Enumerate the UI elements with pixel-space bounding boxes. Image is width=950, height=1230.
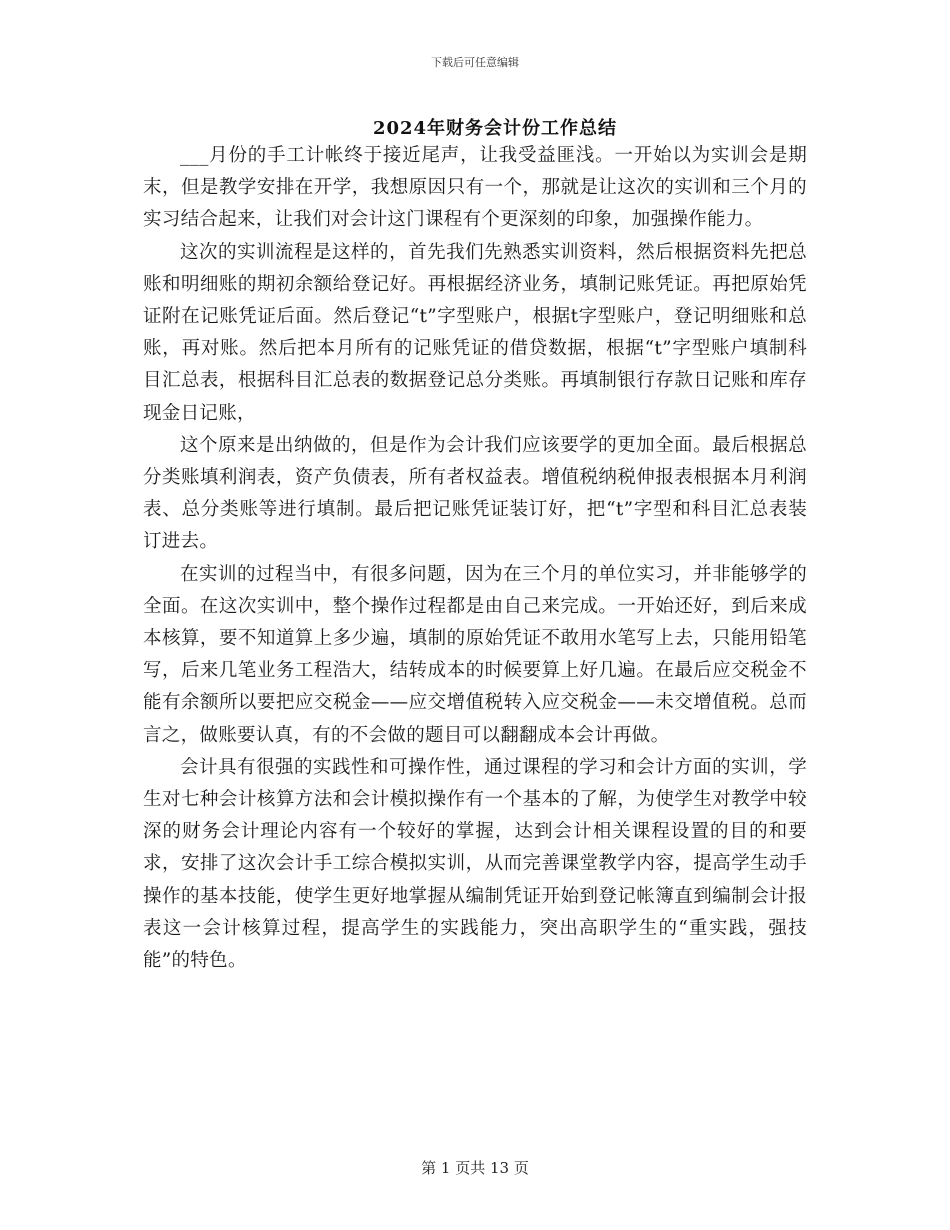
paragraph-2: 这次的实训流程是这样的，首先我们先熟悉实训资料，然后根据资料先把总账和明细账的期初余额给登记好。再根据经济业务，填制记账凭证。再把原始凭证附在记账凭证后面。然后登记“t”字型账户，根据t字型账户，登记明细账和总账，再对账。然后把本月所有的记账凭证的借贷数据，根据“t”字型账户填制科目汇总表，根据科目汇总表的数据登记总分类账。再填制银行存款日记账和库存现金日记账， xyxy=(143,241,807,424)
page-prefix: 第 xyxy=(421,1159,437,1177)
page-middle: 页共 xyxy=(455,1159,486,1177)
paragraph-5: 会计具有很强的实践性和可操作性，通过课程的学习和会计方面的实训，学生对七种会计核算方法和会计模拟操作有一个基本的了解，为使学生对教学中较深的财务会计理论内容有一个较好的掌握，达到会计相关课程设置的目的和要求，安排了这次会计手工综合模拟实训，从而完善课堂教学内容，提高学生动手操作的基本技能，使学生更好地掌握从编制凭证开始到登记帐簿直到编制会计报表这一会计核算过程，提高学生的实践能力，突出高职学生的“重实践，强技能”的特色。 xyxy=(143,756,807,972)
total-page-count: 13 xyxy=(490,1159,510,1177)
document-body xyxy=(143,140,807,977)
current-page-number: 1 xyxy=(440,1159,451,1177)
page-suffix: 页 xyxy=(513,1159,529,1177)
paragraph-4: 在实训的过程当中，有很多问题，因为在三个月的单位实习，并非能够学的全面。在这次实训中，整个操作过程都是由自己来完成。一开始还好，到后来成本核算，要不知道算上多少遍，填制的原始凭证不敢用水笔写上去，只能用铅笔写，后来几笔业务工程浩大，结转成本的时候要算上好几遍。在最后应交税金不能有余额所以要把应交税金——应交增值税转入应交税金——未交增值税。总而言之，做账要认真，有的不会做的题目可以翻翻成本会计再做。 xyxy=(143,563,807,746)
paragraph-1: ___月份的手工计帐终于接近尾声，让我受益匪浅。一开始以为实训会是期末，但是教学安排在开学，我想原因只有一个，那就是让这次的实训和三个月的实习结合起来，让我们对会计这门课程有个更深刻的印象，加强操作能力。 xyxy=(143,145,807,231)
page-footer xyxy=(0,1157,950,1178)
paragraph-3: 这个原来是出纳做的，但是作为会计我们应该要学的更加全面。最后根据总分类账填利润表，资产负债表，所有者权益表。增值税纳税伸报表根据本月利润表、总分类账等进行填制。最后把记账凭证装订好，把“t”字型和科目汇总表装订进去。 xyxy=(143,434,807,553)
header-note: 下载后可任意编辑 xyxy=(431,56,519,69)
document-title: 2024年财务会计份工作总结 xyxy=(372,118,618,139)
